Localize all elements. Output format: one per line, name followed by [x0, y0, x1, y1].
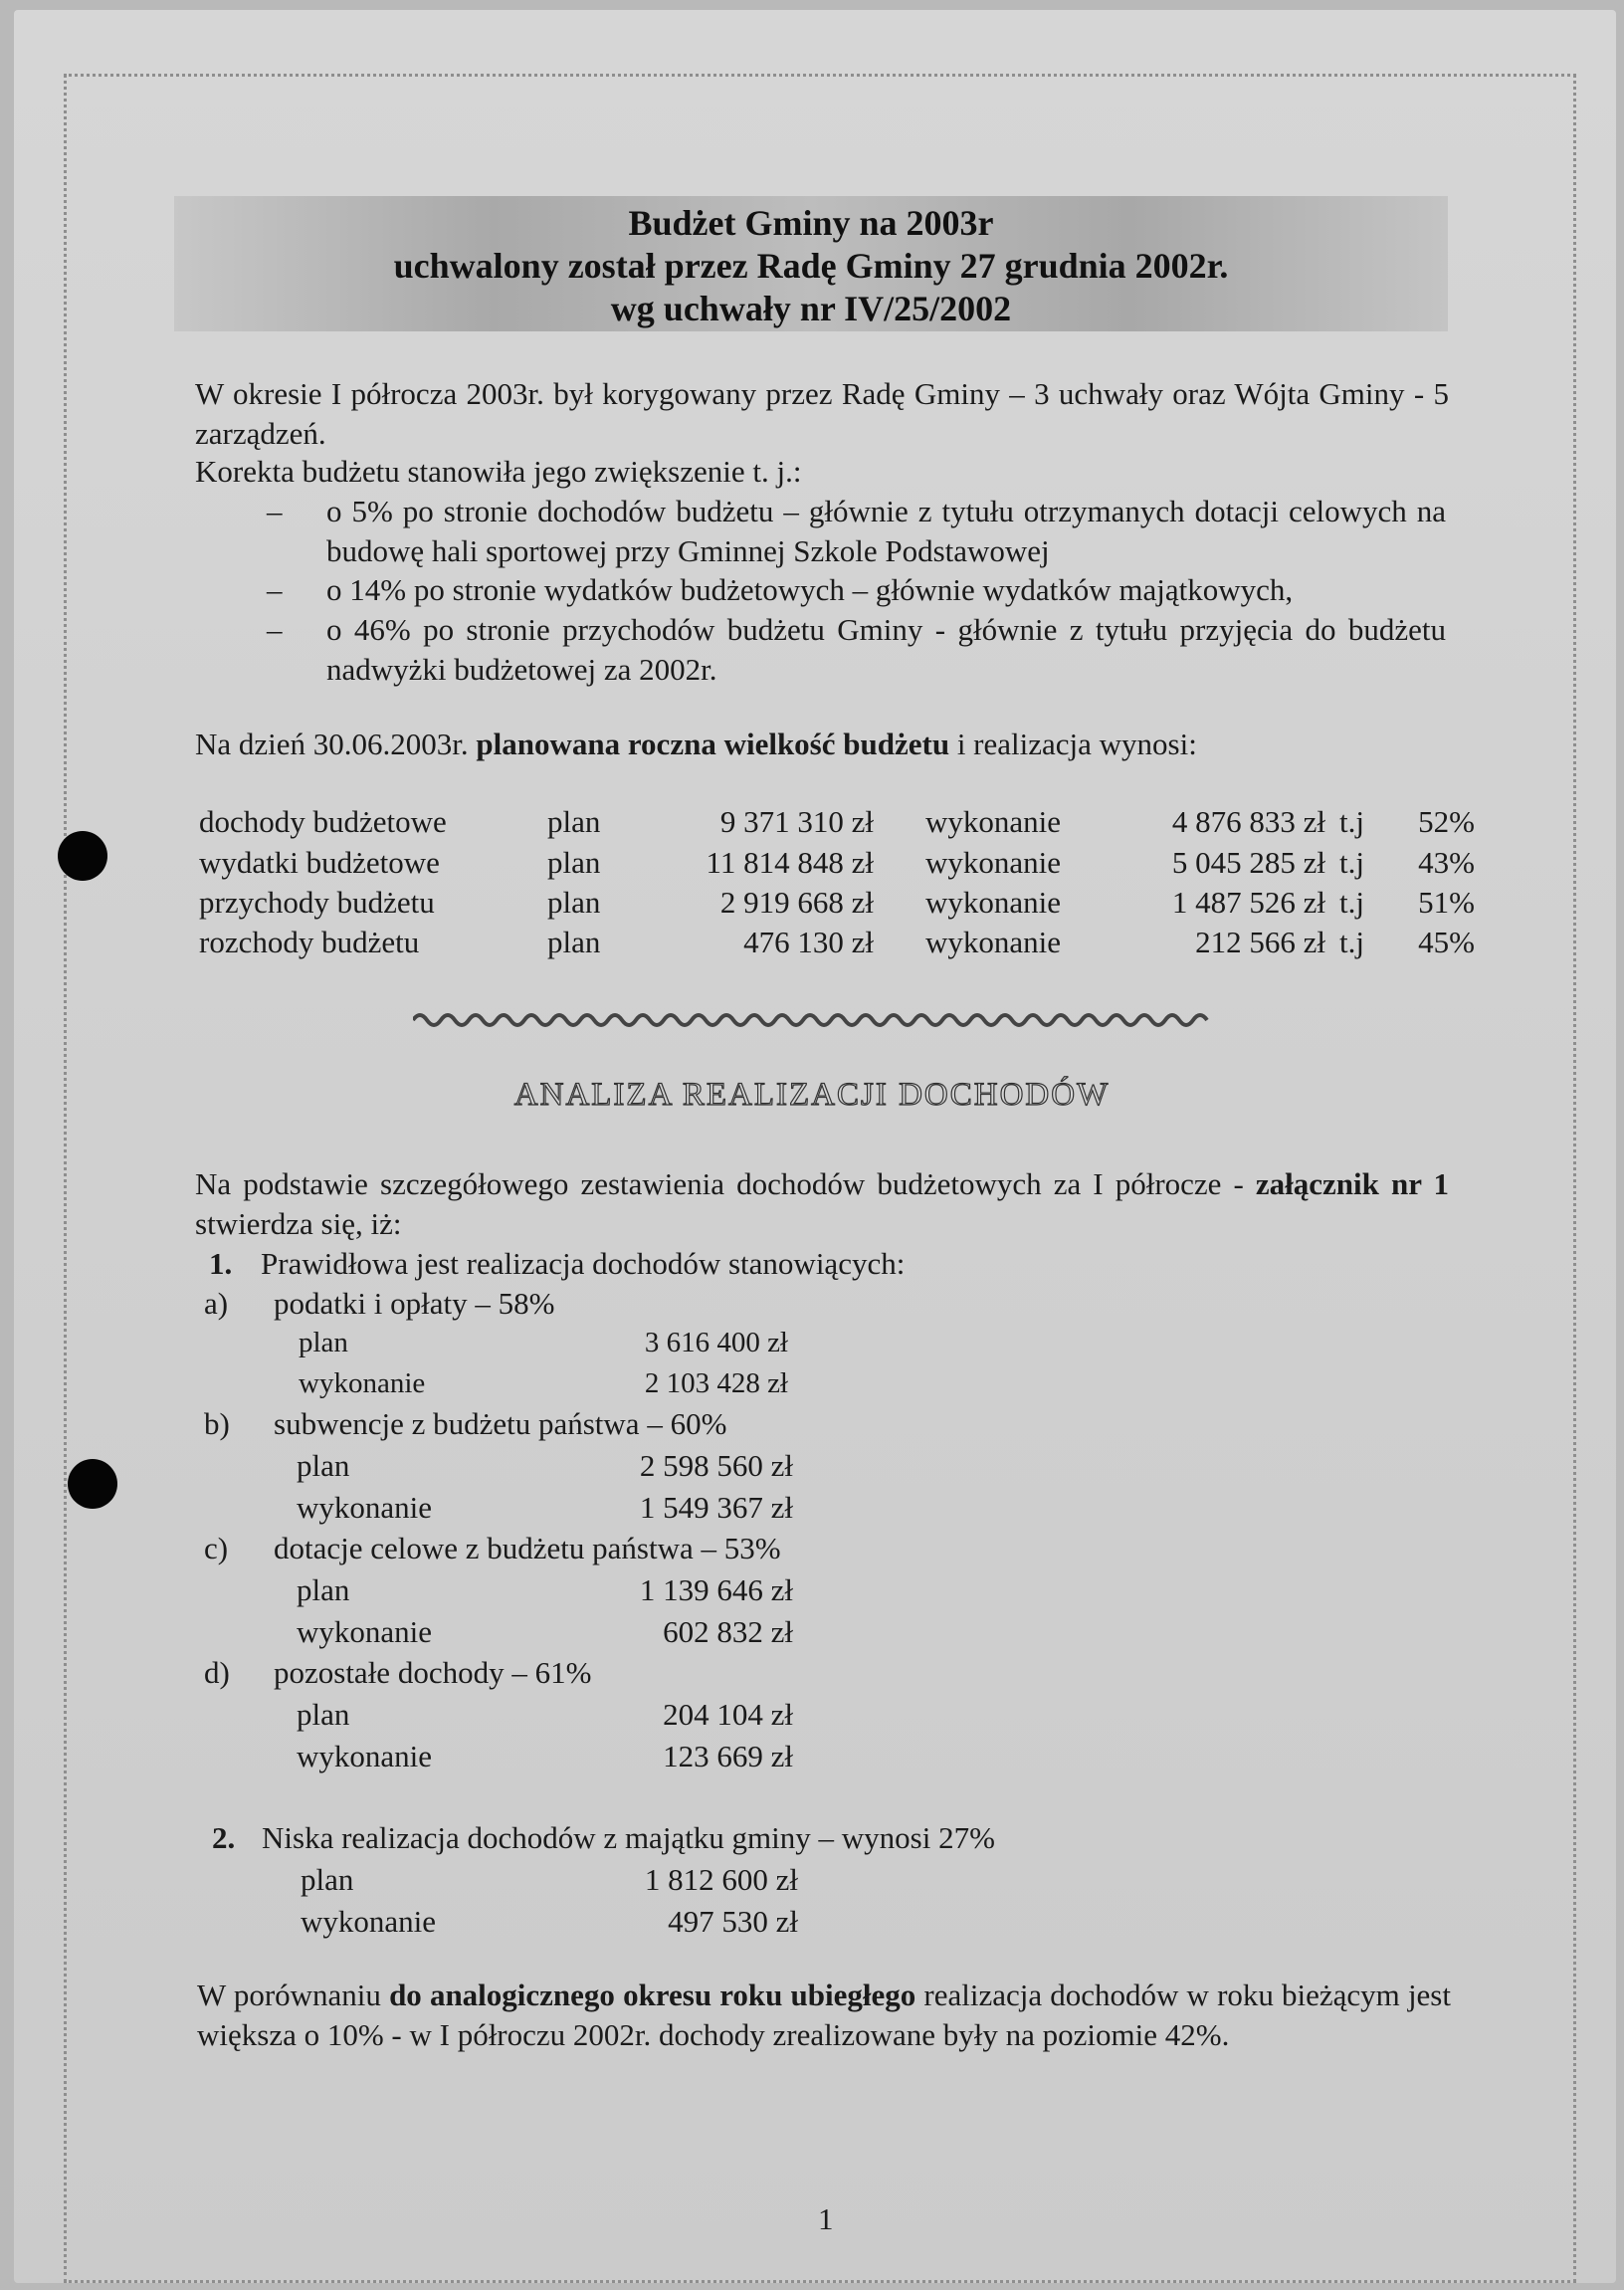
- item-number: 2.: [212, 1820, 236, 1855]
- item-text: Prawidłowa jest realizacja dochodów stanowiących:: [261, 1246, 906, 1281]
- item-exec: 497 530 zł: [668, 1904, 798, 1939]
- table-cell-name: dochody budżetowe: [199, 804, 447, 839]
- table-cell-plan-label: plan: [547, 804, 601, 839]
- table-cell-plan: 476 130 zł: [743, 925, 874, 959]
- punch-hole-top: [58, 831, 107, 881]
- table-cell-plan-label: plan: [547, 885, 601, 920]
- bullet-item: o 5% po stronie dochodów budżetu – głównie z tytułu otrzymanych dotacji celowych na budowę hali sportowej przy Gminnej Szkole Podstawowej: [326, 494, 1446, 568]
- bullet-item: o 14% po stronie wydatków budżetowych – głównie wydatków majątkowych,: [326, 572, 1294, 607]
- subitem-exec-label: wykonanie: [299, 1367, 426, 1399]
- plan-intro-text-end: i realizacja wynosi:: [949, 727, 1197, 761]
- table-cell-plan: 11 814 848 zł: [706, 845, 874, 880]
- table-cell-exec-label: wykonanie: [925, 804, 1062, 839]
- subitem-exec-label: wykonanie: [297, 1739, 433, 1773]
- subitem-exec-label: wykonanie: [297, 1490, 433, 1525]
- table-cell-plan-label: plan: [547, 845, 601, 880]
- subitem-title: dotacje celowe z budżetu państwa – 53%: [274, 1531, 781, 1565]
- subitem-letter: b): [204, 1406, 230, 1441]
- table-cell-tj: t.j: [1339, 885, 1364, 920]
- table-cell-exec-label: wykonanie: [925, 845, 1062, 880]
- table-cell-exec-label: wykonanie: [925, 885, 1062, 920]
- bullet-dash: –: [267, 612, 283, 647]
- subitem-exec: 602 832 zł: [663, 1614, 793, 1649]
- subitem-plan-label: plan: [297, 1572, 350, 1607]
- table-cell-pct: 51%: [1418, 885, 1475, 920]
- subitem-plan: 1 139 646 zł: [639, 1572, 793, 1607]
- page-number: 1: [818, 2201, 834, 2236]
- subitem-plan: 204 104 zł: [663, 1697, 793, 1732]
- item-number: 1.: [209, 1246, 233, 1281]
- subitem-letter: c): [204, 1531, 229, 1565]
- table-cell-name: rozchody budżetu: [199, 925, 420, 959]
- table-cell-tj: t.j: [1339, 925, 1364, 959]
- punch-hole-bottom: [68, 1459, 117, 1509]
- item-plan-label: plan: [301, 1862, 354, 1897]
- subitem-plan: 2 598 560 zł: [639, 1448, 793, 1483]
- plan-intro: [195, 725, 1197, 763]
- subitem-plan: 3 616 400 zł: [644, 1327, 788, 1358]
- table-cell-plan: 2 919 668 zł: [719, 885, 874, 920]
- comparison-text-end: realizacja dochodów w roku bieżącym jest większa o 10% - w I półroczu 2002r. dochody zrealizowane były na poziomie 42%.: [197, 1978, 1451, 2052]
- table-cell-exec: 4 876 833 zł: [1171, 804, 1325, 839]
- plan-intro-text: Na dzień 30.06.2003r.: [195, 727, 477, 761]
- plan-intro-bold: planowana roczna wielkość budżetu: [476, 727, 950, 761]
- item-text: Niska realizacja dochodów z majątku gminy – wynosi 27%: [262, 1820, 995, 1855]
- subitem-plan-label: plan: [297, 1697, 350, 1732]
- correction-lead: Korekta budżetu stanowiła jego zwiększenie t. j.:: [195, 454, 802, 489]
- analysis-intro-text: Na podstawie szczegółowego zestawienia dochodów budżetowych za I półrocze -: [195, 1166, 1256, 1201]
- wavy-divider: [413, 1007, 1219, 1033]
- comparison-text: W porównaniu: [197, 1978, 390, 2012]
- table-cell-pct: 43%: [1418, 845, 1475, 880]
- subitem-exec: 1 549 367 zł: [639, 1490, 793, 1525]
- subitem-plan-label: plan: [299, 1327, 348, 1358]
- subitem-letter: a): [204, 1286, 229, 1321]
- document-page: [14, 10, 1616, 2283]
- comparison-paragraph: [197, 1976, 1451, 2055]
- analysis-intro: [195, 1164, 1449, 1244]
- header-title: Budżet Gminy na 2003r: [628, 203, 994, 243]
- subitem-exec: 123 669 zł: [663, 1739, 793, 1773]
- subitem-title: subwencje z budżetu państwa – 60%: [274, 1406, 727, 1441]
- table-cell-name: wydatki budżetowe: [199, 845, 440, 880]
- table-cell-pct: 45%: [1418, 925, 1475, 959]
- item-exec-label: wykonanie: [301, 1904, 437, 1939]
- bullet-dash: –: [267, 572, 283, 607]
- subitem-exec-label: wykonanie: [297, 1614, 433, 1649]
- table-cell-tj: t.j: [1339, 845, 1364, 880]
- analysis-intro-text-end: stwierdza się, iż:: [195, 1206, 402, 1241]
- table-cell-plan: 9 371 310 zł: [719, 804, 874, 839]
- attachment-reference: załącznik nr 1: [1255, 1166, 1449, 1201]
- bullet-item: o 46% po stronie przychodów budżetu Gminy - głównie z tytułu przyjęcia do budżetu nadwyżki budżetowej za 2002r.: [326, 612, 1446, 687]
- subitem-title: podatki i opłaty – 58%: [274, 1286, 555, 1321]
- subitem-title: pozostałe dochody – 61%: [274, 1655, 592, 1690]
- item-plan: 1 812 600 zł: [644, 1862, 798, 1897]
- table-cell-exec: 5 045 285 zł: [1171, 845, 1325, 880]
- subitem-plan-label: plan: [297, 1448, 350, 1483]
- table-cell-plan-label: plan: [547, 925, 601, 959]
- bullet-dash: –: [267, 494, 283, 528]
- table-cell-pct: 52%: [1418, 804, 1475, 839]
- table-cell-exec: 1 487 526 zł: [1171, 885, 1325, 920]
- table-cell-tj: t.j: [1339, 804, 1364, 839]
- subitem-exec: 2 103 428 zł: [644, 1367, 788, 1399]
- header-banner: [174, 196, 1448, 331]
- table-cell-exec-label: wykonanie: [925, 925, 1062, 959]
- section-title: ANALIZA REALIZACJI DOCHODÓW: [513, 1077, 1111, 1113]
- comparison-bold: do analogicznego okresu roku ubiegłego: [389, 1978, 916, 2012]
- table-cell-exec: 212 566 zł: [1195, 925, 1325, 959]
- table-cell-name: przychody budżetu: [199, 885, 435, 920]
- intro-paragraph: W okresie I półrocza 2003r. był korygowany przez Radę Gminy – 3 uchwały oraz Wójta Gminy - 5 zarządzeń.: [195, 376, 1449, 451]
- header-resolution: wg uchwały nr IV/25/2002: [610, 289, 1012, 328]
- subitem-letter: d): [204, 1655, 230, 1690]
- header-subtitle: uchwalony został przez Radę Gminy 27 grudnia 2002r.: [393, 246, 1229, 286]
